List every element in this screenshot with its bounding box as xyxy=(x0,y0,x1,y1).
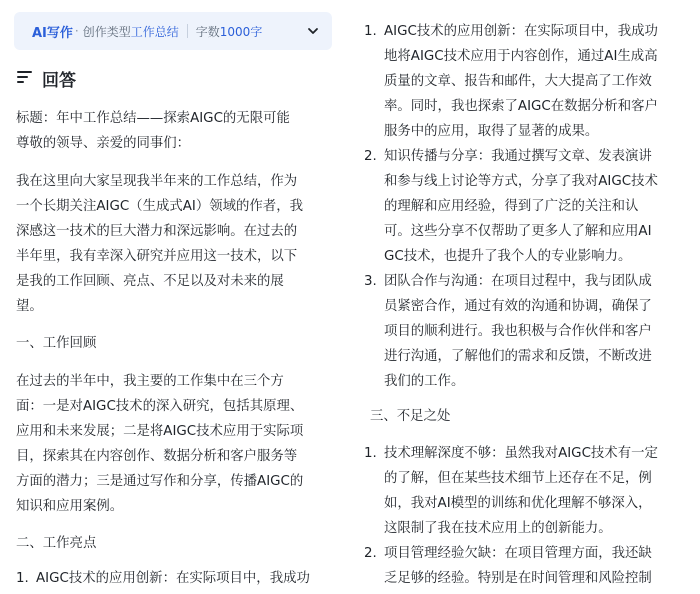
review-line: 应用和未来发展；二是将AIGC技术应用于实际项 xyxy=(16,424,304,439)
left-column xyxy=(0,0,345,594)
section-heading-review: 一、工作回顾 xyxy=(16,336,97,351)
list-item-line: 进行沟通，了解他们的需求和反馈，不断改进 xyxy=(384,349,652,364)
intro-line: 深感这一技术的巨大潜力和深远影响。在过去的 xyxy=(16,224,298,239)
separator-dot: · xyxy=(74,24,79,38)
salutation: 尊敬的领导、亲爱的同事们： xyxy=(16,136,191,151)
answer-lines-icon xyxy=(16,69,34,89)
answer-header xyxy=(16,66,76,91)
divider xyxy=(187,24,188,38)
answer-title: 回答 xyxy=(42,71,76,91)
right-column xyxy=(358,0,700,594)
word-count-value: 1000字 xyxy=(219,24,263,39)
list-item-line: 服务中的应用，取得了显著的成果。 xyxy=(384,124,599,139)
list-item-number: 2. xyxy=(364,149,377,164)
review-line: 面：一是对AIGC技术的深入研究，包括其原理、 xyxy=(16,399,304,414)
section-heading-shortcomings: 三、不足之处 xyxy=(370,409,451,424)
intro-line: 半年里，我有幸深入研究并应用这一技术，以下 xyxy=(16,249,298,264)
list-item-line: 员紧密合作，通过有效的沟通和协调，确保了 xyxy=(384,299,652,314)
essay-title: 标题：年中工作总结——探索AIGC的无限可能 xyxy=(16,111,290,126)
genre-label: 创作类型 xyxy=(82,24,131,39)
writing-options-bar[interactable] xyxy=(14,12,332,50)
review-line: 方面的潜力；三是通过写作和分享，传播AIGC的 xyxy=(16,474,304,489)
list-item-line: 如，我对AI模型的训练和优化理解不够深入， xyxy=(384,496,652,511)
list-item-number: 3. xyxy=(364,274,377,289)
list-item-line: 可。这些分享不仅帮助了更多人了解和应用AI xyxy=(384,224,652,239)
list-item-line: 团队合作与沟通：在项目过程中，我与团队成 xyxy=(384,274,652,289)
intro-line: 望。 xyxy=(16,299,43,314)
list-item-line: 技术理解深度不够：虽然我对AIGC技术有一定 xyxy=(384,446,658,461)
list-item-line: 的了解，但在某些技术细节上还存在不足，例 xyxy=(384,471,652,486)
list-item-line: AIGC技术的应用创新：在实际项目中，我成功 xyxy=(36,571,310,586)
list-item-number: 1. xyxy=(364,446,377,461)
list-item-line: 质量的文章、报告和邮件，大大提高了工作效 xyxy=(384,74,652,89)
review-line: 目，探索其在内容创作、数据分析和客户服务等 xyxy=(16,449,298,464)
list-item-line: 率。同时，我也探索了AIGC在数据分析和客户 xyxy=(384,99,658,114)
list-item-line: 和参与线上讨论等方式，分享了我对AIGC技术 xyxy=(384,174,658,189)
list-item-line: 这限制了我在技术应用上的创新能力。 xyxy=(384,521,612,536)
chevron-down-icon[interactable] xyxy=(304,22,322,40)
ai-writing-brand: AI写作 xyxy=(32,25,73,41)
list-item-line: 我们的工作。 xyxy=(384,374,465,389)
list-item-number: 1. xyxy=(364,24,377,39)
intro-line: 一个长期关注AIGC（生成式AI）领域的作者，我 xyxy=(16,199,303,214)
review-line: 知识和应用案例。 xyxy=(16,499,124,514)
list-item-line: 乏足够的经验。特别是在时间管理和风险控制 xyxy=(384,571,652,586)
list-item-line: 知识传播与分享：我通过撰写文章、发表演讲 xyxy=(384,149,652,164)
list-item-line: 的理解和应用经验，得到了广泛的关注和认 xyxy=(384,199,639,214)
intro-line: 我在这里向大家呈现我半年来的工作总结，作为 xyxy=(16,174,298,189)
section-heading-highlights: 二、工作亮点 xyxy=(16,536,97,551)
list-item-number: 2. xyxy=(364,546,377,561)
list-item-line: 项目的顺利进行。我也积极与合作伙伴和客户 xyxy=(384,324,652,339)
list-item-line: GC技术，也提升了我个人的专业影响力。 xyxy=(384,249,632,264)
list-item-line: AIGC技术的应用创新：在实际项目中，我成功 xyxy=(384,24,658,39)
list-item-line: 地将AIGC技术应用于内容创作，通过AI生成高 xyxy=(384,49,658,64)
intro-line: 是我的工作回顾、亮点、不足以及对未来的展 xyxy=(16,274,284,289)
genre-value: 工作总结 xyxy=(130,24,179,39)
list-item-line: 项目管理经验欠缺：在项目管理方面，我还缺 xyxy=(384,546,652,561)
review-line: 在过去的半年中，我主要的工作集中在三个方 xyxy=(16,374,284,389)
word-count-label: 字数 xyxy=(195,24,220,39)
list-item-number: 1. xyxy=(16,571,29,586)
